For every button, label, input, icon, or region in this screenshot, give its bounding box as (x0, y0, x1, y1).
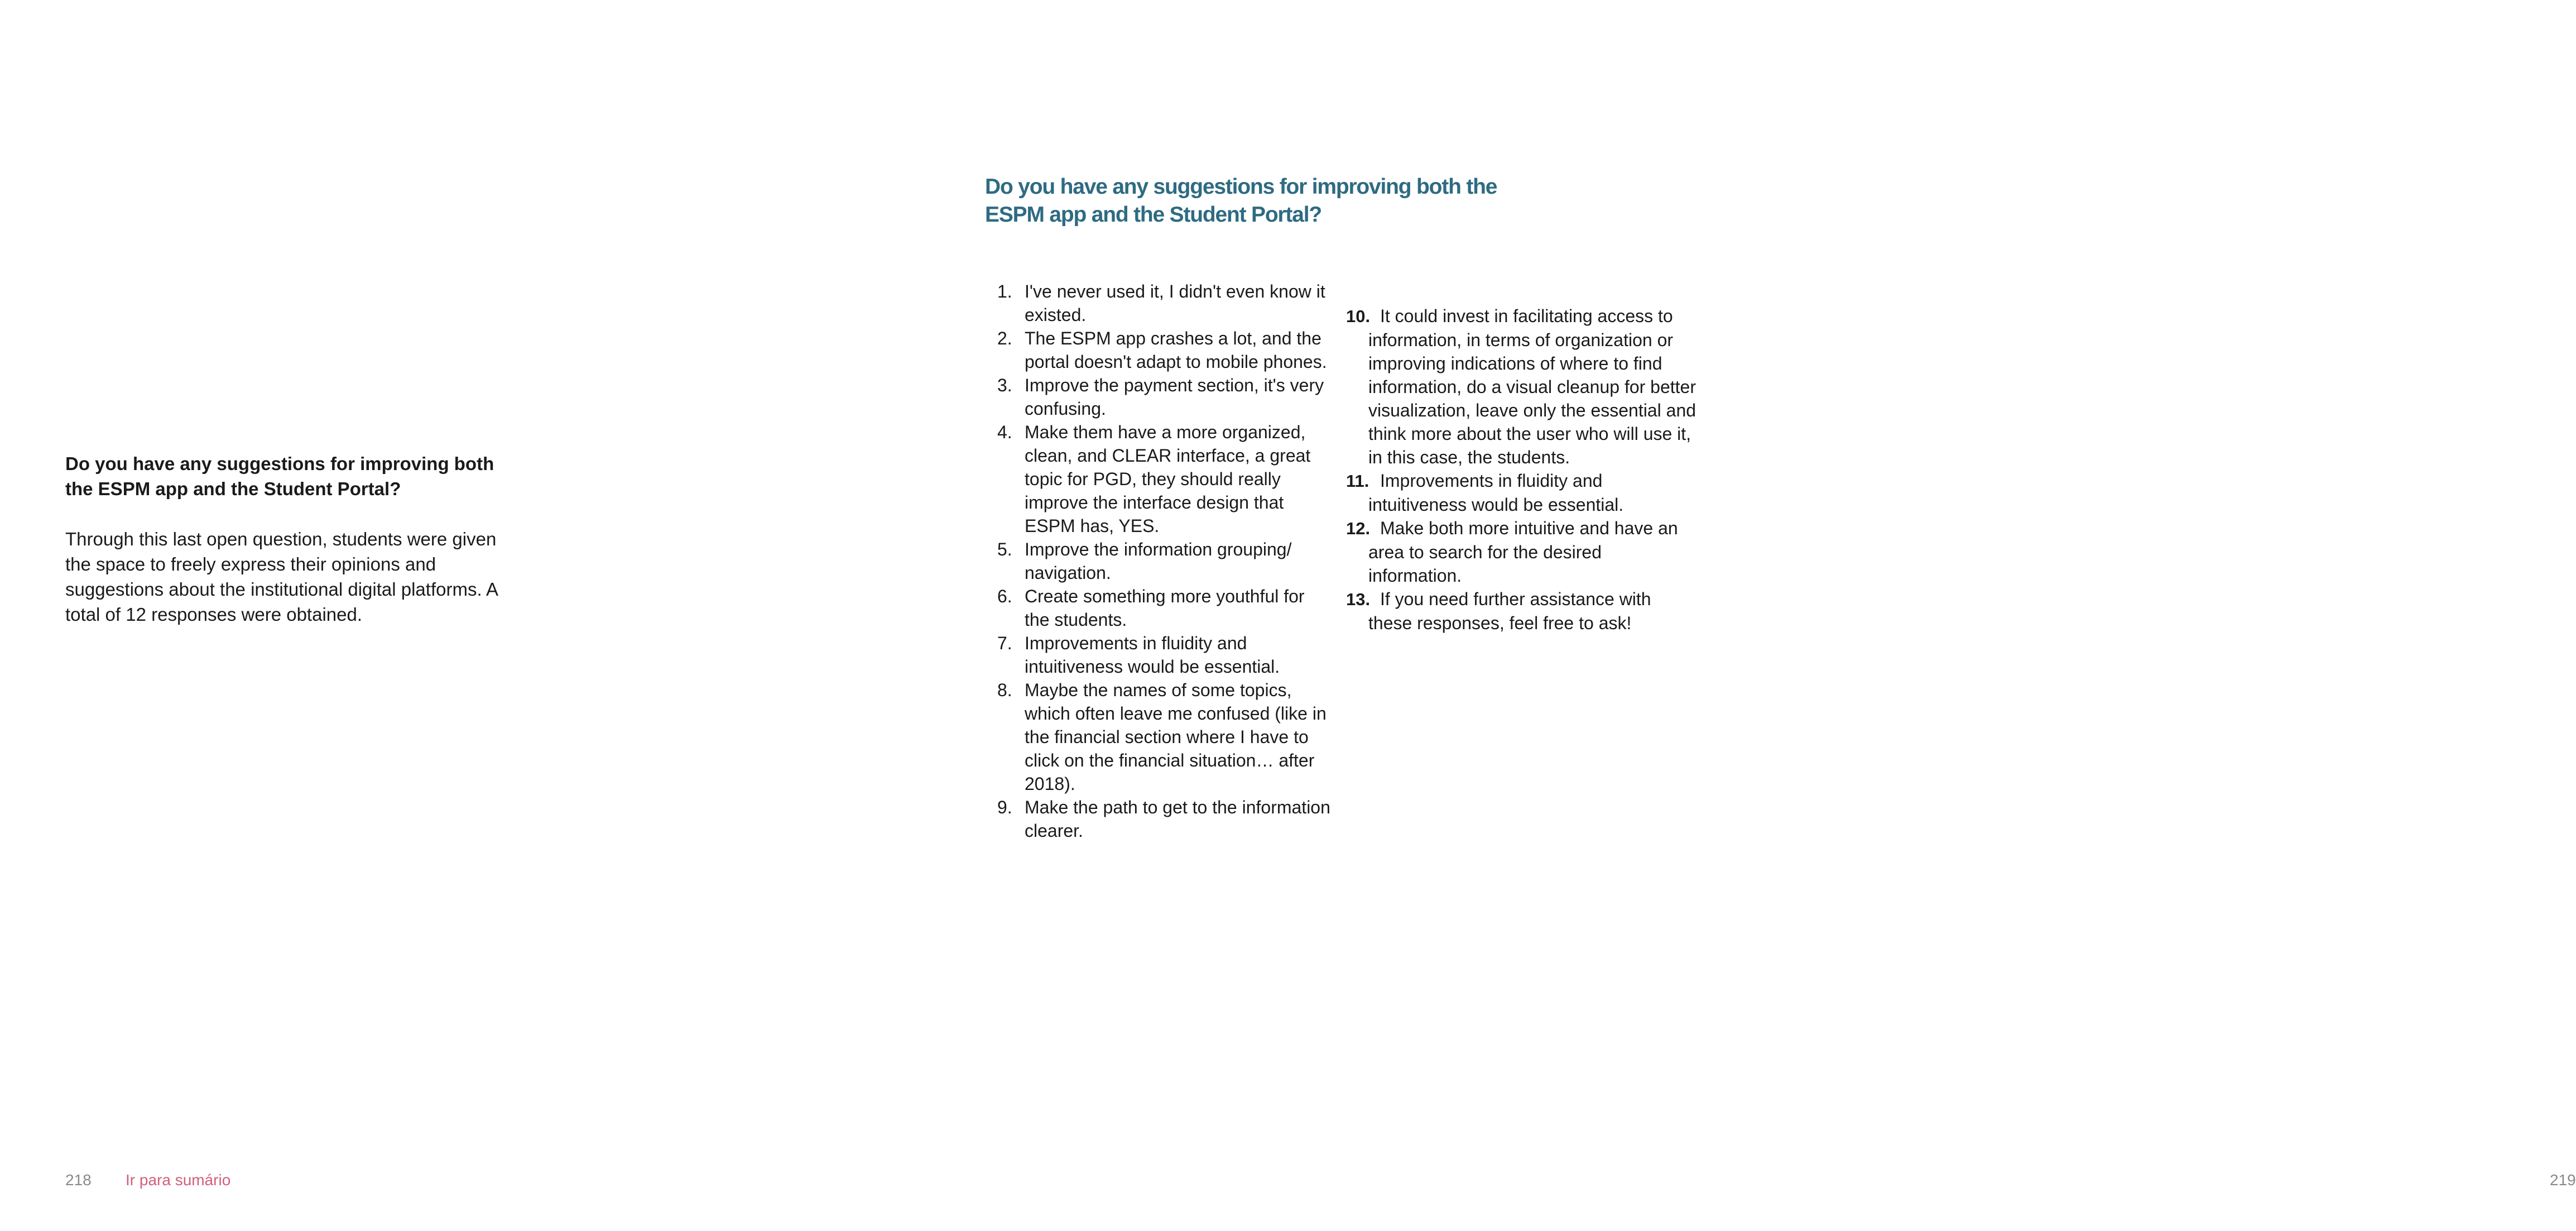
list-item (997, 631, 1332, 678)
list-item-number: 1. (997, 281, 1012, 301)
list-item-text: Create something more youthful for the students. (1025, 586, 1305, 630)
list-item (1346, 587, 1698, 635)
page-number-right: 219 (2550, 1171, 2576, 1189)
list-item-number: 6. (997, 586, 1012, 606)
list-item-number: 12. (1346, 519, 1371, 538)
table-of-contents-link[interactable]: Ir para sumário (126, 1171, 231, 1189)
list-item (997, 678, 1332, 796)
list-item-text: Improve the information grouping/ navigation. (1025, 539, 1292, 583)
list-item (997, 327, 1332, 373)
list-item-text: Make both more intuitive and have an area to search for the desired information. (1368, 518, 1678, 586)
list-item-number: 7. (997, 633, 1012, 653)
list-item-number: 10. (1346, 306, 1371, 326)
list-item-number: 13. (1346, 590, 1371, 609)
page-number-left: 218 (65, 1171, 92, 1189)
list-item-number: 5. (997, 539, 1012, 559)
list-item-text: If you need further assistance with these responses, feel free to ask! (1368, 589, 1651, 633)
responses-list-column-2 (1346, 304, 1698, 635)
left-page (0, 0, 879, 1231)
list-item-number: 9. (997, 797, 1012, 817)
list-item (997, 420, 1332, 538)
list-item (997, 796, 1332, 842)
list-item-number: 2. (997, 328, 1012, 348)
list-item-text: Maybe the names of some topics, which often leave me confused (like in the financial section where I have to click on the financial situation… after 2018). (1025, 680, 1327, 794)
list-item-text: Improve the payment section, it's very confusing. (1025, 375, 1324, 419)
list-item (997, 280, 1332, 327)
list-item-number: 4. (997, 422, 1012, 442)
list-item (997, 585, 1332, 631)
list-item-text: The ESPM app crashes a lot, and the portal doesn't adapt to mobile phones. (1025, 328, 1327, 372)
list-item-number: 8. (997, 680, 1012, 700)
right-page (879, 0, 2576, 1231)
list-item-text: Make them have a more organized, clean, and CLEAR interface, a great topic for PGD, they should really improve the interface design that ESPM has, YES. (1025, 422, 1311, 536)
list-item-number: 11. (1346, 471, 1369, 491)
list-item (1346, 469, 1698, 516)
list-item (1346, 304, 1698, 469)
list-item (997, 538, 1332, 585)
list-item-text: It could invest in facilitating access to information, in terms of organization or improving indications of where to find information, do a visual cleanup for better visualization, leave only the essential and think more about the user who will use it, in this case, the students. (1368, 306, 1696, 467)
list-item-text: I've never used it, I didn't even know it existed. (1025, 281, 1325, 325)
list-item-text: Improvements in fluidity and intuitiveness would be essential. (1025, 633, 1280, 677)
intro-heading: Do you have any suggestions for improving both the ESPM app and the Student Portal? (65, 453, 494, 499)
intro-block (65, 451, 506, 627)
list-item-text: Improvements in fluidity and intuitiveness would be essential. (1368, 471, 1624, 515)
intro-body: Through this last open question, students were given the space to freely express their opinions and suggestions about the institutional digital platforms. A total of 12 responses were obtained. (65, 529, 498, 625)
list-item-number: 3. (997, 375, 1012, 395)
list-item (997, 373, 1332, 420)
list-item-text: Make the path to get to the information clearer. (1025, 797, 1330, 841)
list-item (1346, 516, 1698, 587)
page-title: Do you have any suggestions for improving both the ESPM app and the Student Portal? (985, 175, 1497, 227)
responses-list-column-1 (997, 280, 1332, 842)
